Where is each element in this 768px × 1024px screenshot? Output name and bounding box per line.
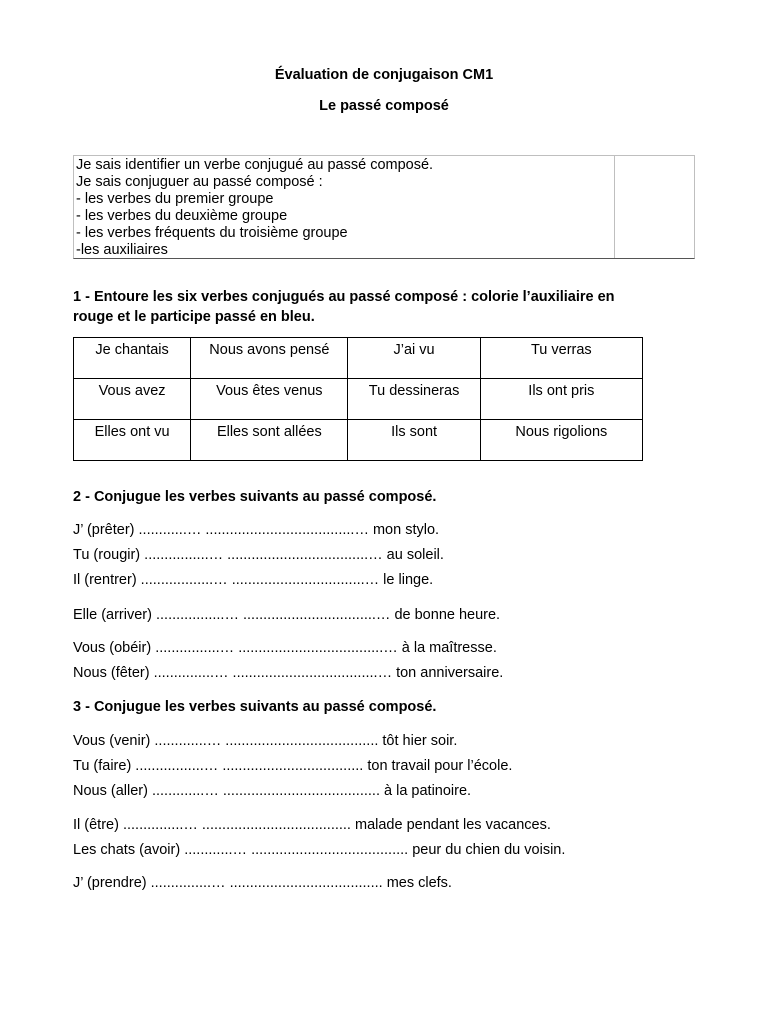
verb-cell: Vous avez	[74, 379, 191, 420]
page-title: Évaluation de conjugaison CM1	[274, 67, 494, 83]
verbs-table	[73, 337, 643, 461]
exercise2-line: Nous (fêter) ...............… ....................................… ton anniversaire.	[73, 665, 504, 681]
skill-item: -les auxiliaires	[76, 242, 168, 258]
exercise2-line: Vous (obéir) ................… ....................................… à la maîtresse.	[73, 640, 497, 656]
exercise1-instruction-line1: 1 - Entoure les six verbes conjugués au passé composé : colorie l’auxiliaire en	[73, 289, 615, 305]
exercise3-line: Il (être) ...............… ..................................... malade pendant les vacances.	[73, 817, 551, 833]
exercise1-instruction	[73, 287, 693, 327]
skills-column-divider	[614, 156, 615, 258]
exercise2-line: Il (rentrer) ..................… .................................… le linge.	[73, 572, 434, 588]
verb-cell: Tu verras	[480, 338, 642, 379]
verb-cell: Elles sont allées	[191, 420, 348, 461]
verb-cell: Ils ont pris	[480, 379, 642, 420]
skill-item: - les verbes fréquents du troisième groupe	[76, 225, 348, 241]
exercise2-line: Elle (arriver) .................… .................................… de bonne heure.	[73, 607, 501, 623]
exercise2-line: Tu (rougir) ................… ...................................… au soleil.	[73, 547, 444, 563]
verb-cell: Elles ont vu	[74, 420, 191, 461]
exercise1-instruction-line2: rouge et le participe passé en bleu.	[73, 309, 315, 325]
skills-table	[73, 155, 695, 259]
skill-item: Je sais identifier un verbe conjugué au passé composé.	[76, 157, 434, 173]
skills-list	[76, 157, 614, 259]
verb-cell: Vous êtes venus	[191, 379, 348, 420]
table-row	[74, 338, 643, 379]
exercise2-instruction: 2 - Conjugue les verbes suivants au passé composé.	[73, 489, 437, 505]
verb-cell: J’ai vu	[348, 338, 480, 379]
verb-cell: Nous avons pensé	[191, 338, 348, 379]
page-subtitle: Le passé composé	[319, 98, 449, 114]
skill-item: - les verbes du premier groupe	[76, 191, 274, 207]
exercise2-line: J’ (prêter) ............… .....................................… mon stylo.	[73, 522, 440, 538]
verb-cell: Tu dessineras	[348, 379, 480, 420]
verb-cell: Nous rigolions	[480, 420, 642, 461]
skill-item: - les verbes du deuxième groupe	[76, 208, 288, 224]
table-row	[74, 379, 643, 420]
exercise3-line: Vous (venir) .............… ...................................... tôt hier soir.	[73, 733, 458, 749]
verb-cell: Ils sont	[348, 420, 480, 461]
exercise3-instruction: 3 - Conjugue les verbes suivants au passé composé.	[73, 699, 437, 715]
exercise3-line: Nous (aller) .............… ....................................... à la patinoire.	[73, 783, 472, 799]
table-row	[74, 420, 643, 461]
skill-item: Je sais conjuguer au passé composé :	[76, 174, 323, 190]
exercise3-line: Les chats (avoir) ............… ....................................... peur du chien du voisin.	[73, 842, 566, 858]
exercise3-line: Tu (faire) .................… ................................... ton travail pour l’école.	[73, 758, 513, 774]
verb-cell: Je chantais	[74, 338, 191, 379]
exercise3-line: J’ (prendre) ...............… ...................................... mes clefs.	[73, 875, 452, 891]
